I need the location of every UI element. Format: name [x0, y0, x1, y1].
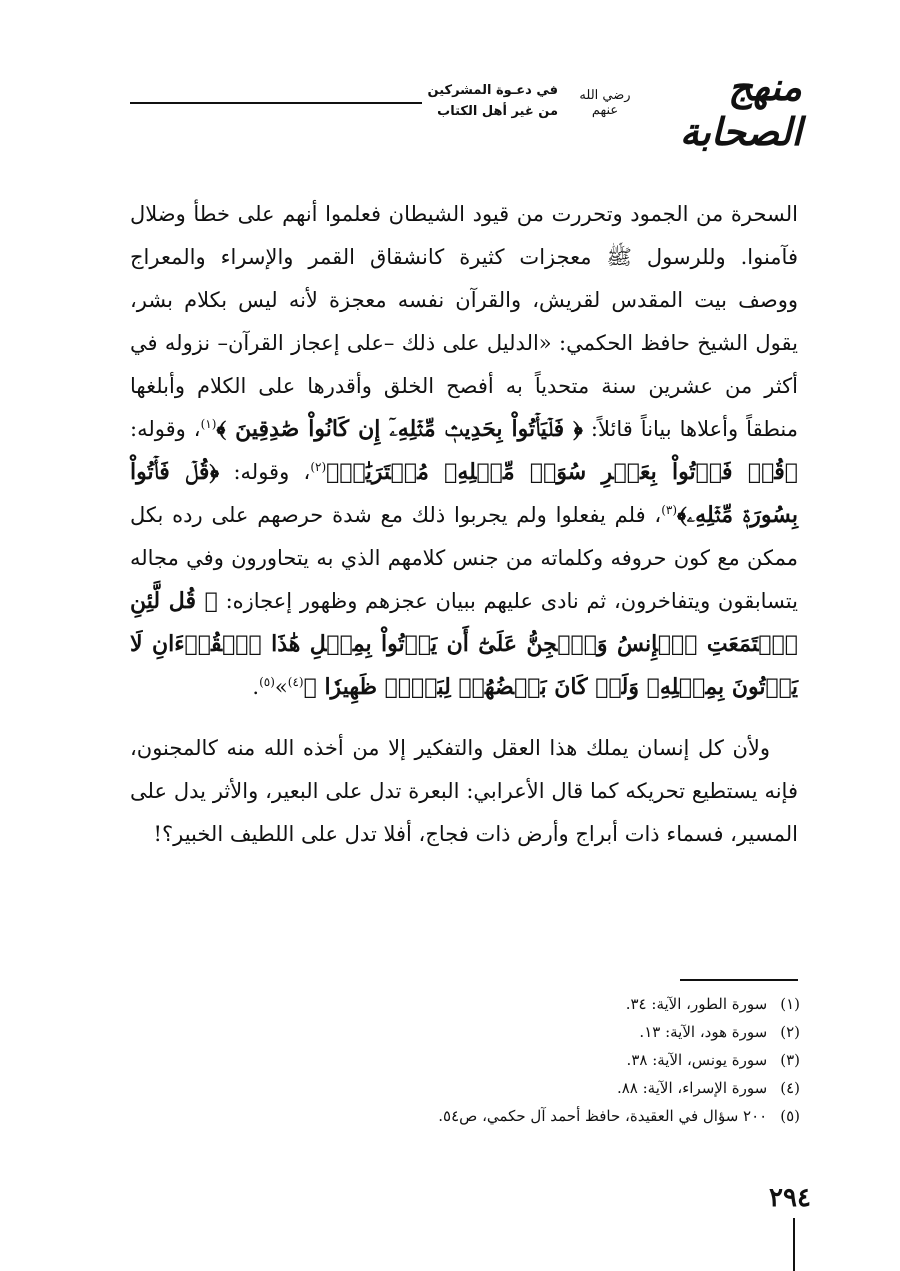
footnote-text: سورة يونس، الآية: ٣٨. — [626, 1051, 768, 1069]
book-title: منهج الصحابة — [679, 64, 802, 154]
header-honorific: رضي الله عنهم — [579, 88, 631, 118]
text-segment: السحرة من الجمود وتحررت من قيود الشيطان فعلموا أنهم على خطأ وضلال فآمنوا. وللرسول ﷺ معجزات كثيرة كانشقاق القمر والإسراء والمعراج ووصف بيت المقدس لقريش، والقرآن نفسه معجزة لأنه ليس بكلام بشر، يقول الشيخ حافظ الحكمي: «الدليل على ذلك –على إعجاز القرآن– نزوله في أكثر من عشرين سنة متحدياً به أفصح الخلق وأقدرها على الكلام وأبلغها منطقاً وأعلاها بياناً قائلاً: — [130, 202, 799, 441]
page-number: ٢٩٤ — [769, 1183, 811, 1213]
footnote-text: سورة الإسراء، الآية: ٨٨. — [616, 1079, 768, 1097]
header-subtitle-line2: من غير أهل الكتاب — [437, 104, 558, 119]
page-header — [130, 62, 800, 152]
header-subtitle-line1: في دعـوة المشركين — [427, 83, 558, 98]
footnote-ref: (١) — [200, 417, 217, 431]
main-text — [130, 193, 798, 856]
quran-verse: ﴿ فَلۡيَأۡتُواْ بِحَدِيثٖ مِّثۡلِهِۦٓ إِن كَانُواْ صَٰدِقِينَ ﴾ — [216, 416, 583, 442]
footnote-ref: (٢) — [310, 460, 327, 474]
footnote-item — [370, 1046, 800, 1074]
footnote-separator — [680, 979, 798, 981]
quran-verse: ﴿ قُل لَّئِنِ ٱجۡتَمَعَتِ ٱلۡإِنسُ وَٱلۡجِنُّ عَلَىٰٓ أَن يَأۡتُواْ بِمِثۡلِ هَٰذَا ٱلۡقُرۡءَانِ لَا يَأۡتُونَ بِمِثۡلِهِۦ وَلَوۡ كَانَ بَعۡضُهُمۡ لِبَعۡضٖ ظَهِيرٗا ﴾ — [130, 588, 798, 700]
page-number-rule — [793, 1218, 795, 1271]
header-rule — [130, 102, 422, 104]
paragraph-2: ولأن كل إنسان يملك هذا العقل والتفكير إلا من أخذه الله منه كالمجنون، فإنه يستطيع تحريكه كما قال الأعرابي: البعرة تدل على البعير، والأثر يدل على المسير، فسماء ذات أبراج وأرض ذات فجاج، أفلا تدل على اللطيف الخبير؟! — [130, 736, 798, 846]
footnote-ref: (٥) — [259, 675, 275, 689]
quran-verse: ﴿قُلۡ فَأۡتُواْ بِسُورَةٖ مِّثۡلِهِۦ﴾ — [130, 459, 798, 528]
footnote-item — [370, 990, 800, 1018]
footnote-number: (٢) — [780, 1023, 800, 1041]
text-segment: ، فلم يفعلوا ولم يجربوا ذلك مع شدة حرصهم على رده بكل ممكن مع كون حروفه وكلماته من جنس كلامهم الذي به يتحاورون وفي مجاله يتسابقون ويتفاخرون، ثم نادى عليهم ببيان عجزهم وظهور إعجازه: — [130, 503, 798, 613]
footnote-ref: (٣) — [661, 503, 678, 517]
footnote-item — [370, 1018, 800, 1046]
footnote-text: سورة الطور، الآية: ٣٤. — [625, 995, 768, 1013]
footnote-number: (٣) — [780, 1051, 800, 1069]
footnote-item — [370, 1102, 800, 1130]
text-segment: » — [274, 675, 288, 699]
footnote-text: ٢٠٠ سؤال في العقيدة، حافظ أحمد آل حكمي، ص٥٤. — [438, 1107, 768, 1125]
footnote-number: (١) — [780, 995, 800, 1013]
footnote-number: (٥) — [780, 1107, 800, 1125]
footnote-ref: (٤) — [287, 675, 304, 689]
footnotes — [370, 990, 800, 1130]
quran-verse: ﴿قُلۡ فَأۡتُواْ بِعَشۡرِ سُوَرٖ مِّثۡلِهِۦ مُفۡتَرَيَٰتٖ﴾ — [326, 459, 798, 485]
paragraph-1 — [130, 193, 798, 709]
footnote-number: (٤) — [780, 1079, 800, 1097]
footnote-item — [370, 1074, 800, 1102]
header-subtitle — [426, 80, 558, 122]
text-segment: ، وقوله: — [130, 417, 201, 441]
text-segment: . — [252, 675, 260, 699]
text-segment: ، وقوله: — [219, 460, 311, 484]
footnote-text: سورة هود، الآية: ١٣. — [639, 1023, 768, 1041]
